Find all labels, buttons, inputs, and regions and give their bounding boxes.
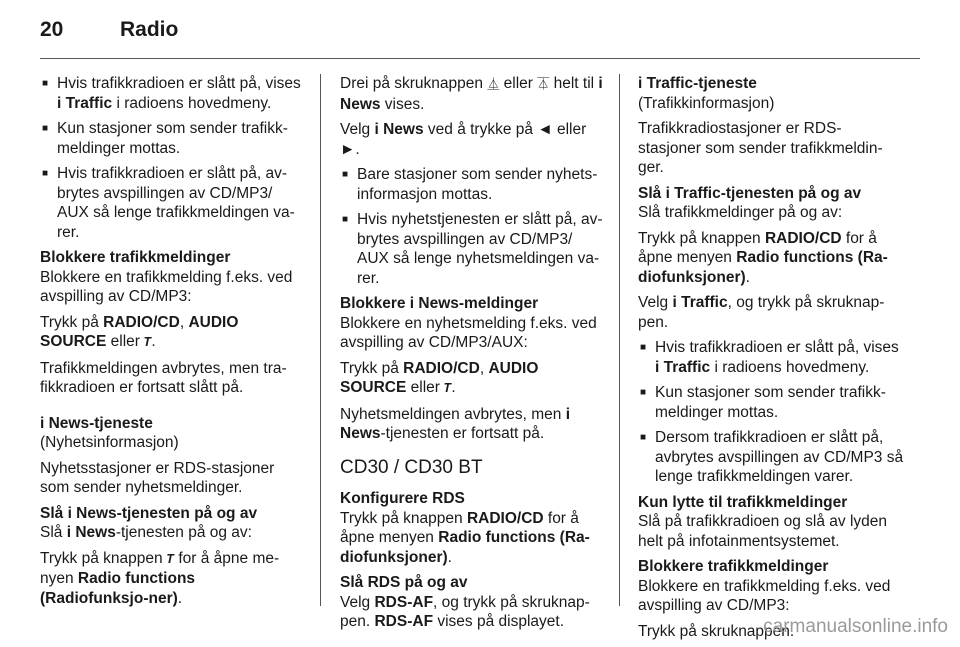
- subheading: i News-tjeneste: [40, 414, 153, 432]
- bullet-item: ■ Hvis trafikkradioen er slått på, vises i Traffic i radioens hovedmeny.: [638, 338, 904, 377]
- paragraph: Velg i News ved å trykke på ◄ eller ►.: [340, 121, 587, 158]
- subheading: Slå RDS på og av: [340, 574, 468, 591]
- paragraph: Slå trafikkmeldinger på og av:: [638, 204, 843, 221]
- header-rule: [40, 58, 920, 59]
- section-title: Radio: [120, 18, 179, 41]
- paragraph: Trykk på knappen 𝑻 for å åpne me-nyen Radio functions (Radiofunksjo-ner).: [40, 549, 280, 607]
- column-1: [40, 74, 306, 614]
- bullet-item: ■ Hvis trafikkradioen er slått på, av-brytes avspillingen av CD/MP3/ AUX så lenge trafikkmeldingen va-rer.: [40, 164, 306, 242]
- tp-icon: 𝑻: [144, 335, 152, 349]
- bullet-item: ■ Kun stasjoner som sender trafikk-meldinger mottas.: [40, 119, 306, 158]
- subheading: Konfigurere RDS: [340, 490, 465, 507]
- subheading: Blokkere i News-meldinger: [340, 295, 539, 312]
- paragraph: Trykk på skruknappen.: [638, 622, 795, 640]
- tp-icon: 𝑻: [444, 381, 452, 395]
- column-2: [340, 74, 606, 638]
- subheading: Slå i Traffic-tjenesten på og av: [638, 184, 862, 202]
- paragraph: (Trafikkinformasjon): [638, 94, 775, 112]
- paragraph: Trykk på knappen RADIO/CD for å åpne menyen Radio functions (Ra-diofunksjoner).: [638, 229, 888, 286]
- watermark: carmanualsonline.info: [763, 616, 948, 637]
- knob-down-icon: ⏄: [537, 77, 550, 91]
- paragraph: Blokkere en nyhetsmelding f.eks. ved avspilling av CD/MP3/AUX:: [340, 314, 597, 351]
- paragraph: Nyhetsstasjoner er RDS-stasjoner som sender nyhetsmeldinger.: [40, 459, 275, 496]
- subheading: Blokkere trafikkmeldinger: [638, 558, 829, 575]
- paragraph: Trykk på RADIO/CD, AUDIO SOURCE eller 𝑻.: [40, 313, 306, 353]
- tp-icon: 𝑻: [166, 551, 175, 566]
- paragraph: Velg i Traffic, og trykk på skruknap-pen.: [638, 294, 885, 331]
- paragraph: Velg RDS-AF, og trykk på skruknap-pen. RDS-AF vises på displayet.: [340, 593, 590, 630]
- subheading: i Traffic-tjeneste: [638, 75, 757, 92]
- section-heading: CD30 / CD30 BT: [340, 456, 483, 478]
- paragraph: Drei på skruknappen ⏅ eller ⏄ helt til i News vises.: [340, 75, 603, 113]
- paragraph: Blokkere en trafikkmelding f.eks. ved avspilling av CD/MP3:: [40, 268, 293, 305]
- paragraph: Nyhetsmeldingen avbrytes, men i News-tjenesten er fortsatt på.: [340, 405, 571, 442]
- bullet-item: ■ Hvis trafikkradioen er slått på, vises i Traffic i radioens hovedmeny.: [40, 74, 306, 113]
- bullet-item: ■ Dersom trafikkradioen er slått på, avbrytes avspillingen av CD/MP3 så lenge trafikkmeldingen varer.: [638, 428, 904, 487]
- column-divider: [320, 74, 321, 606]
- column-divider: [619, 74, 620, 606]
- paragraph: Trafikkradiostasjoner er RDS-stasjoner som sender trafikkmeldin-ger.: [638, 120, 883, 176]
- paragraph: Trykk på RADIO/CD, AUDIO SOURCE eller 𝑻.: [340, 359, 606, 399]
- paragraph: Slå på trafikkradioen og slå av lyden helt på infotainmentsystemet.: [638, 513, 888, 550]
- column-3: [638, 74, 904, 647]
- bullet-item: ■ Hvis nyhetstjenesten er slått på, av-brytes avspillingen av CD/MP3/ AUX så lenge nyhetsmeldingen va-rer.: [340, 210, 606, 288]
- knob-up-icon: ⏅: [487, 77, 500, 91]
- page-number: 20: [40, 18, 64, 41]
- paragraph: Trykk på knappen RADIO/CD for å åpne menyen Radio functions (Ra-diofunksjoner).: [340, 509, 590, 566]
- paragraph: (Nyhetsinformasjon): [40, 434, 179, 451]
- subheading: Kun lytte til trafikkmeldinger: [638, 493, 848, 511]
- subheading: Blokkere trafikkmeldinger: [40, 249, 231, 266]
- subheading: Slå i News-tjenesten på og av: [40, 504, 258, 522]
- paragraph: Slå i News-tjenesten på og av:: [40, 524, 252, 541]
- paragraph: Trafikkmeldingen avbrytes, men tra-fikkradioen er fortsatt slått på.: [40, 359, 287, 396]
- bullet-item: ■ Kun stasjoner som sender trafikk-meldinger mottas.: [638, 383, 904, 422]
- bullet-item: ■ Bare stasjoner som sender nyhets-informasjon mottas.: [340, 165, 606, 204]
- paragraph: Blokkere en trafikkmelding f.eks. ved avspilling av CD/MP3:: [638, 577, 891, 614]
